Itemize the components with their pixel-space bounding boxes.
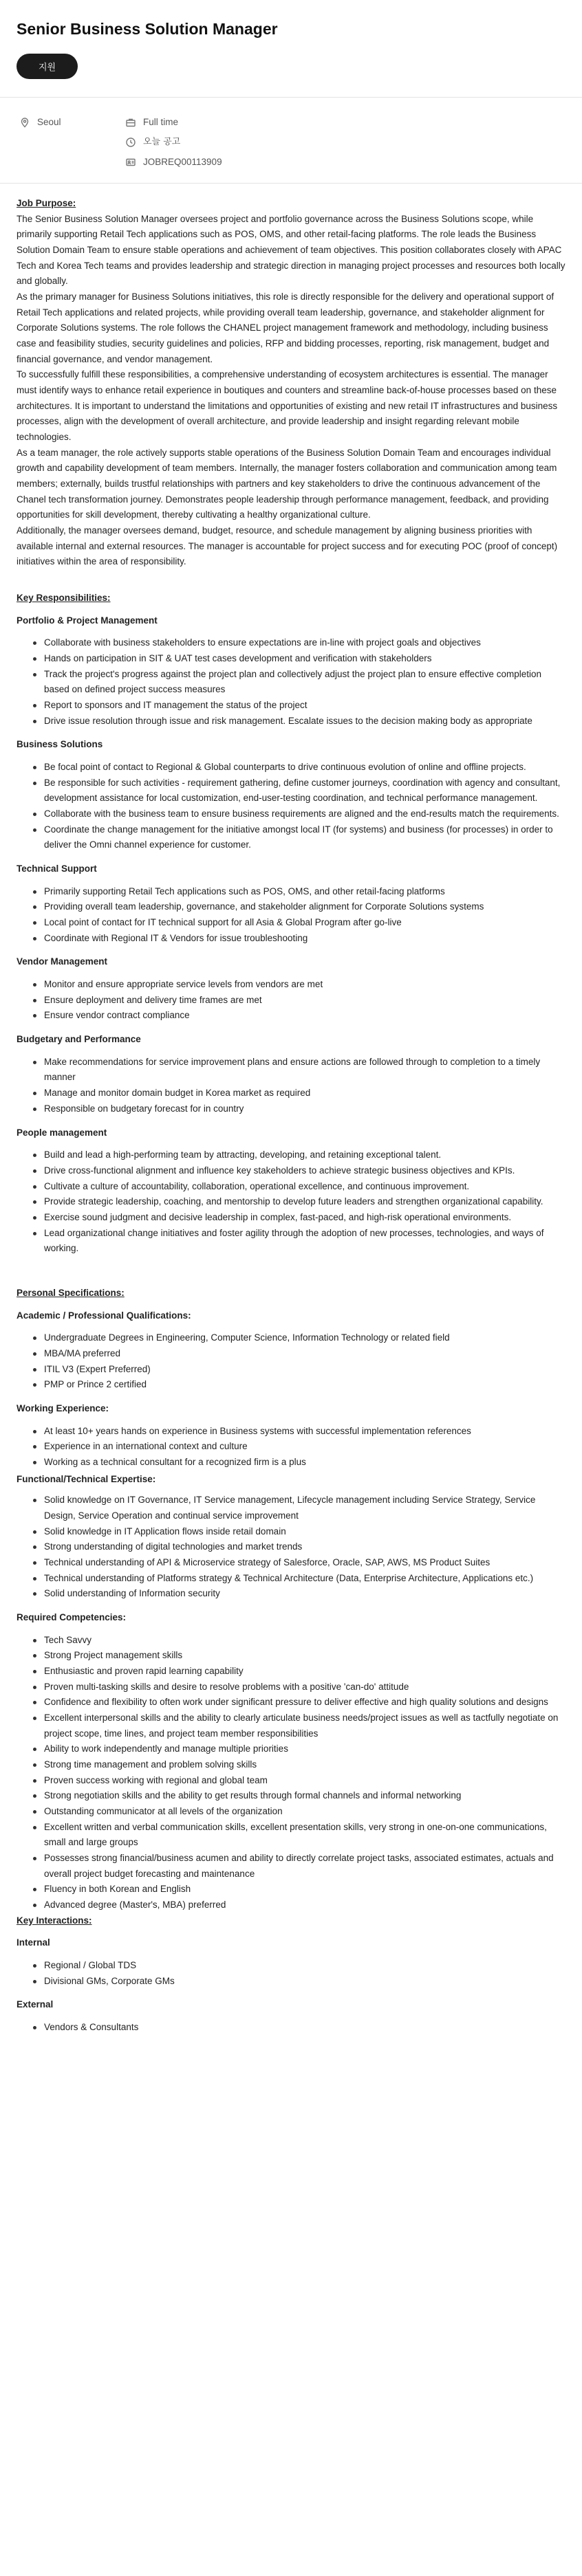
- internal-list: [17, 1958, 565, 1989]
- job-purpose-paragraph: The Senior Business Solution Manager oversees project and portfolio governance across the Business Solutions scope, while primarily supporting Retail Tech applications such as POS, OMS, and other retail-facing platforms. The role leads the Business Solution Domain Team to ensure stable operations and achievement of team objectives. This position collaborates closely with APAC Tech and Korea Tech teams and provides leadership and strategic direction in managing project processes and resources both locally and globally.: [17, 213, 565, 287]
- list-item: ITIL V3 (Expert Preferred): [44, 1362, 565, 1378]
- portfolio-project-list: [17, 635, 565, 729]
- list-item: Technical understanding of Platforms strategy & Technical Architecture (Data, Enterprise Architecture, Applications etc.): [44, 1571, 565, 1587]
- list-item: Manage and monitor domain budget in Korea market as required: [44, 1086, 565, 1101]
- list-item: Be responsible for such activities - requirement gathering, define customer journeys, coordination with agency and consultant, development assistance for local customization, end-user-testing coordination, and technical performance management.: [44, 775, 565, 806]
- list-item: Drive issue resolution through issue and risk management. Escalate issues to the decision making body as appropriate: [44, 714, 565, 729]
- group-title: Academic / Professional Qualifications:: [17, 1310, 191, 1321]
- list-item: Ensure deployment and delivery time frames are met: [44, 993, 565, 1009]
- list-item: Report to sponsors and IT management the status of the project: [44, 698, 565, 714]
- working-experience-list: [17, 1424, 565, 1471]
- job-purpose-paragraph: Additionally, the manager oversees demand, budget, resource, and schedule management by aligning business priorities with available internal and external resources. The manager is accountable for project success and for executing POC (proof of concept) initiatives within the area of responsibility.: [17, 525, 558, 567]
- list-item: Excellent interpersonal skills and the ability to clearly articulate business needs/project issues as well as tactfully negotiate on project scope, time lines, and project team member responsibilities: [44, 1710, 565, 1741]
- list-item: Monitor and ensure appropriate service levels from vendors are met: [44, 977, 565, 993]
- list-item: PMP or Prince 2 certified: [44, 1377, 565, 1393]
- group-title: Budgetary and Performance: [17, 1034, 141, 1045]
- list-item: Regional / Global TDS: [44, 1958, 565, 1974]
- list-item: MBA/MA preferred: [44, 1346, 565, 1362]
- job-purpose-paragraph: As a team manager, the role actively supports stable operations of the Business Solution Domain Team and encourages individual growth and capability development of team members. Internally, the manager fosters collaboration and communication among team members; externally, builds trustful relationships with partners and key stakeholders to drive the continuous advancement of the Chanel tech transformation journey. Demonstrates people leadership through performance management, feedback, and providing opportunities for skill development, thereby cultivating a healthy organizational culture.: [17, 447, 557, 520]
- academic-list: [17, 1330, 565, 1393]
- list-item: Exercise sound judgment and decisive leadership in complex, fast-paced, and high-risk operational environments.: [44, 1210, 565, 1226]
- group-title: External: [17, 1999, 54, 2010]
- list-item: Strong negotiation skills and the ability to get results through formal channels and informal networking: [44, 1788, 565, 1804]
- key-responsibilities-heading: Key Responsibilities:: [17, 593, 111, 604]
- meta-location: [19, 115, 125, 129]
- list-item: Track the project's progress against the project plan and collectively adjust the project plan to ensure effective completion based on defined project success measures: [44, 667, 565, 698]
- list-item: Strong Project management skills: [44, 1648, 565, 1664]
- group-title: Vendor Management: [17, 956, 108, 967]
- list-item: Drive cross-functional alignment and influence key stakeholders to achieve strategic business objectives and KPIs.: [44, 1163, 565, 1179]
- list-item: Collaborate with business stakeholders to ensure expectations are in-line with project goals and objectives: [44, 635, 565, 651]
- clock-icon: [125, 137, 136, 148]
- list-item: Provide strategic leadership, coaching, and mentorship to develop future leaders and strengthen organizational capability.: [44, 1194, 565, 1210]
- list-item: Fluency in both Korean and English: [44, 1882, 565, 1897]
- briefcase-icon: [125, 117, 136, 128]
- meta-posted: [125, 135, 222, 149]
- list-item: Technical understanding of API & Microservice strategy of Salesforce, Oracle, SAP, AWS, MS Product Suites: [44, 1555, 565, 1571]
- group-title: People management: [17, 1127, 107, 1138]
- key-interactions-heading: Key Interactions:: [17, 1915, 92, 1926]
- employment-type-text: Full time: [143, 116, 179, 127]
- list-item: Ensure vendor contract compliance: [44, 1008, 565, 1024]
- list-item: Build and lead a high-performing team by attracting, developing, and retaining exceptional talent.: [44, 1147, 565, 1163]
- job-purpose-paragraph: To successfully fulfill these responsibilities, a comprehensive understanding of ecosystem architectures is essential. The manager must identify ways to enhance retail experience in boutiques and counters and streamline back-of-house processes based on these architectures. It is important to understand the limitations and opportunities of existing and new retail IT infrastructures and business processes, align with the development of overall architecture, and provide leadership and insight regarding relevant mobile technologies.: [17, 369, 558, 442]
- list-item: Divisional GMs, Corporate GMs: [44, 1974, 565, 1990]
- list-item: Make recommendations for service improvement plans and ensure actions are followed through to completion to a timely manner: [44, 1055, 565, 1086]
- personal-specifications-heading: Personal Specifications:: [17, 1287, 125, 1298]
- job-id-text: JOBREQ00113909: [143, 156, 222, 167]
- list-item: Strong time management and problem solving skills: [44, 1757, 565, 1773]
- meta-employment-type: [125, 115, 222, 129]
- list-item: Strong understanding of digital technologies and market trends: [44, 1539, 565, 1555]
- people-management-list: [17, 1147, 565, 1257]
- list-item: Responsible on budgetary forecast for in country: [44, 1101, 565, 1117]
- list-item: Proven success working with regional and global team: [44, 1773, 565, 1789]
- list-item: Confidence and flexibility to often work under significant pressure to deliver effective and high quality solutions and designs: [44, 1695, 565, 1710]
- list-item: At least 10+ years hands on experience in Business systems with successful implementation references: [44, 1424, 565, 1440]
- list-item: Proven multi-tasking skills and desire to resolve problems with a positive 'can-do' attitude: [44, 1680, 565, 1695]
- list-item: Coordinate with Regional IT & Vendors for issue troubleshooting: [44, 931, 565, 947]
- group-title: Required Competencies:: [17, 1611, 127, 1622]
- list-item: Coordinate the change management for the initiative amongst local IT (for systems) and business (for processes) in order to deliver the Omni channel experience for customer.: [44, 822, 565, 853]
- list-item: Providing overall team leadership, governance, and stakeholder alignment for Corporate Solutions systems: [44, 899, 565, 915]
- apply-button[interactable]: 지원: [17, 54, 78, 79]
- list-item: Enthusiastic and proven rapid learning capability: [44, 1664, 565, 1680]
- list-item: Advanced degree (Master's, MBA) preferred: [44, 1897, 565, 1913]
- list-item: Outstanding communicator at all levels of the organization: [44, 1804, 565, 1820]
- list-item: Hands on participation in SIT & UAT test cases development and verification with stakeholders: [44, 651, 565, 667]
- id-card-icon: [125, 157, 136, 168]
- functional-expertise-list: [17, 1493, 565, 1602]
- job-purpose-section: [17, 212, 565, 570]
- group-title: Business Solutions: [17, 739, 103, 750]
- vendor-management-list: [17, 977, 565, 1024]
- external-list: [17, 2020, 565, 2036]
- list-item: Be focal point of contact to Regional & Global counterparts to drive continuous evolution of online and offline projects.: [44, 760, 565, 775]
- meta-job-id: [125, 155, 222, 169]
- list-item: Ability to work independently and manage multiple priorities: [44, 1741, 565, 1757]
- job-header: [17, 0, 565, 97]
- list-item: Working as a technical consultant for a recognized firm is a plus: [44, 1455, 565, 1471]
- list-item: Possesses strong financial/business acumen and ability to directly correlate project tasks, associated estimates, actuals and overall project budget forecasting and maintenance: [44, 1851, 565, 1882]
- budgetary-performance-list: [17, 1055, 565, 1117]
- competencies-list: [17, 1633, 565, 1913]
- list-item: Solid knowledge in IT Application flows inside retail domain: [44, 1524, 565, 1540]
- job-description: [17, 184, 565, 2092]
- business-solutions-list: [17, 760, 565, 853]
- list-item: Solid knowledge on IT Governance, IT Service management, Lifecycle management including Service Strategy, Service Design, Service Operation and continual service improvement: [44, 1493, 565, 1523]
- meta-column-right: [125, 115, 222, 169]
- posted-text: 오늘 공고: [143, 136, 181, 147]
- location-text: Seoul: [37, 116, 61, 127]
- list-item: Vendors & Consultants: [44, 2020, 565, 2036]
- group-title: Portfolio & Project Management: [17, 615, 158, 626]
- list-item: Lead organizational change initiatives and foster agility through the adoption of new processes, technologies, and ways of working.: [44, 1226, 565, 1257]
- group-title: Functional/Technical Expertise:: [17, 1473, 156, 1484]
- list-item: Cultivate a culture of accountability, collaboration, operational excellence, and continuous improvement.: [44, 1179, 565, 1195]
- list-item: Excellent written and verbal communication skills, excellent presentation skills, very strong in one-on-one communications, small and large groups: [44, 1820, 565, 1851]
- group-title: Technical Support: [17, 863, 97, 874]
- list-item: Primarily supporting Retail Tech applications such as POS, OMS, and other retail-facing platforms: [44, 884, 565, 900]
- job-meta: [17, 98, 565, 183]
- job-purpose-heading: Job Purpose:: [17, 197, 76, 208]
- list-item: Experience in an international context and culture: [44, 1439, 565, 1455]
- map-pin-icon: [19, 117, 30, 128]
- meta-column-left: [19, 115, 125, 169]
- job-title: Senior Business Solution Manager: [17, 20, 278, 38]
- list-item: Local point of contact for IT technical support for all Asia & Global Program after go-live: [44, 915, 565, 931]
- list-item: Tech Savvy: [44, 1633, 565, 1649]
- list-item: Undergraduate Degrees in Engineering, Computer Science, Information Technology or related field: [44, 1330, 565, 1346]
- group-title: Working Experience:: [17, 1402, 109, 1413]
- job-purpose-paragraph: As the primary manager for Business Solutions initiatives, this role is directly responsible for the delivery and operational support of Retail Tech applications and related projects, while providing overall team leadership, governance, and stakeholder alignment for Corporate Solutions systems. The role follows the CHANEL project management framework and methodology, including business case and feasibility studies, security guidelines and policies, RFP and bidding processes, reporting, risk management, budget and financial governance, and vendor management.: [17, 291, 554, 364]
- group-title: Internal: [17, 1937, 50, 1948]
- technical-support-list: [17, 884, 565, 947]
- list-item: Collaborate with the business team to ensure business requirements are aligned and the end-results match the requirements.: [44, 806, 565, 822]
- list-item: Solid understanding of Information security: [44, 1586, 565, 1602]
